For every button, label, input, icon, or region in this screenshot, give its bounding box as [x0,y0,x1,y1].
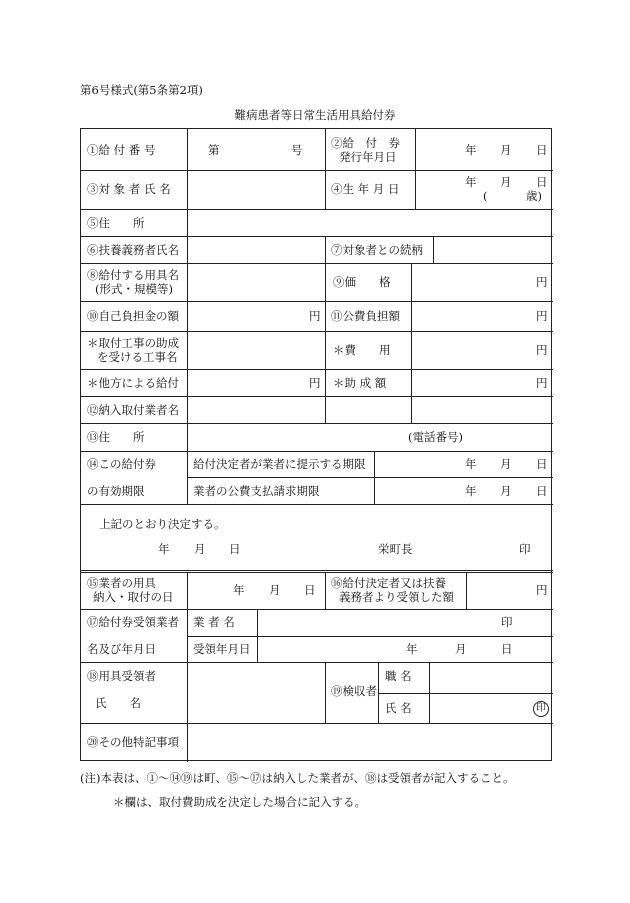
receipt-day-unit: 日 [501,642,513,656]
label-received-amount-1: ⑯給付決定者又は扶養 [331,576,446,590]
label-job-title: 職 名 [385,669,412,683]
label-other-notes: ⑳その他特記事項 [87,735,179,749]
deadline2-day-unit: 日 [536,484,548,498]
delivery-day-unit: 日 [304,583,316,597]
age-open: ( [483,189,488,203]
delivery-year-unit: 年 [233,583,245,597]
label-public-pay: ⑪公費負担額 [331,309,400,323]
label-address: ⑤住 所 [87,216,145,230]
label-company-name: 業 者 名 [193,615,235,629]
label-inspector: ⑲検収者 [331,684,377,698]
label-delivery-1: ⑮業者の用具 [87,576,156,590]
number-suffix: 号 [291,143,303,157]
label-equipment-receiver-1: ⑱用具受領者 [87,669,156,683]
label-received-amount-2: 義務者より受領した額 [339,590,454,604]
label-voucher-receiver-1: ⑰給付券受領業者 [87,615,179,629]
deadline1-month-unit: 月 [500,457,512,471]
label-equipment-receiver-2: 氏 名 [95,696,141,710]
deadline1-day-unit: 日 [536,457,548,471]
received-yen-unit: 円 [536,583,548,597]
form-id: 第6号様式(第5条第2項) [80,83,203,97]
decision-month-unit: 月 [194,542,206,556]
issue-month-unit: 月 [500,143,512,157]
cost-yen-unit: 円 [536,343,548,357]
label-birth-date: ④生 年 月 日 [331,182,400,196]
label-subsidy: ＊助 成 額 [333,376,387,390]
label-delivery-2: 納入・取付の日 [93,590,174,604]
label-relationship: ⑦対象者との続柄 [331,243,423,257]
label-equipment-2: (形式・規模等) [95,282,173,296]
label-construction-2: を受ける工事名 [97,350,178,364]
inspector-seal-icon: 印 [533,701,549,717]
issue-day-unit: 日 [536,143,548,157]
delivery-month-unit: 月 [269,583,281,597]
label-supplier-name: ⑫納入取付業者名 [87,403,179,417]
birth-year-unit: 年 [465,175,477,189]
receipt-month-unit: 月 [455,642,467,656]
label-cost: ＊費 用 [333,343,391,357]
form-title: 難病患者等日常生活用具給付券 [234,108,396,122]
deadline2-month-unit: 月 [500,484,512,498]
label-self-pay: ⑩自己負担金の額 [87,309,179,323]
birth-month-unit: 月 [500,175,512,189]
benefit-voucher-table [80,128,552,761]
label-issue-date-2: 発行年月日 [339,150,397,164]
issue-year-unit: 年 [465,143,477,157]
subsidy-yen-unit: 円 [536,376,548,390]
company-seal: 印 [501,615,513,629]
deadline2-year-unit: 年 [465,484,477,498]
note-line-1: (注)本表は、①～⑭⑲は町、⑮～⑰は納入した業者が、⑱は受領者が記入すること。 [80,771,515,785]
receipt-year-unit: 年 [406,642,418,656]
other-benefit-yen-unit: 円 [309,376,321,390]
public-pay-yen-unit: 円 [536,309,548,323]
decision-day-unit: 日 [229,542,241,556]
self-pay-yen-unit: 円 [309,309,321,323]
label-inspector-name: 氏 名 [385,701,412,715]
label-other-benefit: ＊他方による給付 [87,376,179,390]
age-close: 歳) [526,189,542,203]
birth-day-unit: 日 [536,175,548,189]
label-supplier-address: ⑬住 所 [87,430,145,444]
deadline-present: 給付決定者が業者に提示する期限 [193,457,366,471]
label-benefit-number: ①給 付 番 号 [87,143,156,157]
label-validity-2: の有効期限 [87,484,145,498]
label-receipt-date: 受領年月日 [193,642,251,656]
mayor-seal: 印 [519,542,531,556]
price-yen-unit: 円 [536,275,548,289]
decision-text: 上記のとおり決定する。 [99,517,226,531]
label-subject-name: ③対 象 者 氏 名 [87,182,171,196]
deadline-claim: 業者の公費支払請求期限 [193,484,320,498]
label-issue-date-1: ②給 付 券 [331,136,400,150]
label-voucher-receiver-2: 名及び年月日 [87,642,156,656]
label-price: ⑨価 格 [333,275,391,289]
label-equipment-1: ⑧給付する用具名 [87,268,179,282]
phone-label: (電話番号) [408,430,463,444]
mayor-title: 栄町長 [378,542,413,556]
note-line-2: ＊欄は、取付費助成を決定した場合に記入する。 [113,795,366,809]
decision-year-unit: 年 [158,542,170,556]
label-validity-1: ⑭この給付券 [87,457,156,471]
number-prefix: 第 [208,143,220,157]
label-construction-1: ＊取付工事の助成 [87,336,179,350]
deadline1-year-unit: 年 [465,457,477,471]
label-guardian-name: ⑥扶養義務者氏名 [87,243,179,257]
